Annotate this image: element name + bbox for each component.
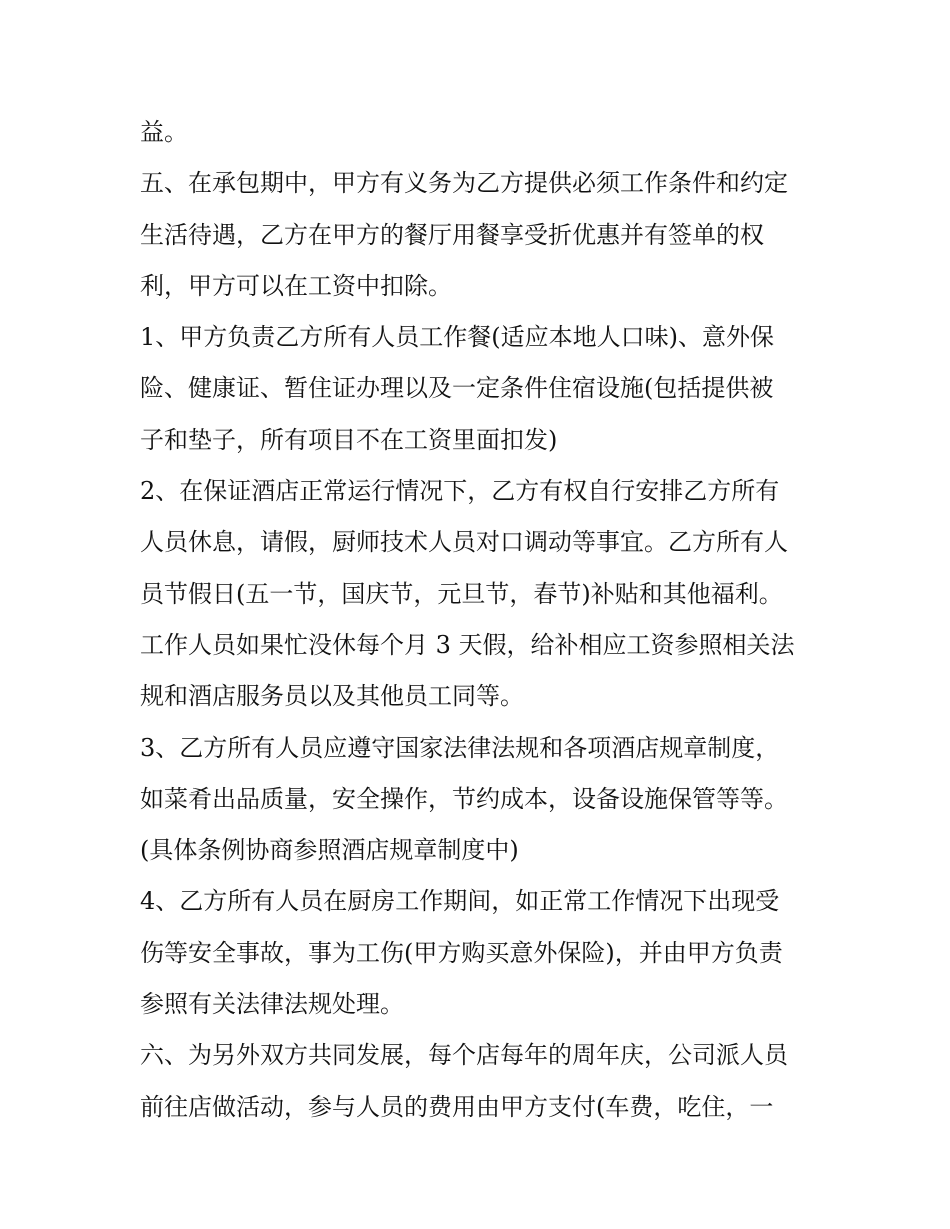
text-line: 员节假日(五一节，国庆节，元旦节，春节)补贴和其他福利。 [140,579,783,608]
text-line: 益。 [140,118,188,146]
text-line: 前往店做活动，参与人员的费用由甲方支付(车费，吃住，一 [140,1092,774,1121]
text-line: 险、健康证、暂住证办理以及一定条件住宿设施(包括提供被 [140,374,774,403]
text-line: 五、在承包期中，甲方有义务为乙方提供必须工作条件和约定 [140,169,788,198]
text-line: 生活待遇，乙方在甲方的餐厅用餐享受折优惠并有签单的权 [140,220,764,249]
text-line: 人员休息，请假，厨师技术人员对口调动等事宜。乙方所有人 [140,528,788,557]
text-line: 规和酒店服务员以及其他员工同等。 [140,682,524,711]
text-line: 如菜肴出品质量，安全操作，节约成本，设备设施保管等等。 [140,784,788,813]
text-line: 伤等安全事故，事为工伤(甲方购买意外保险)，并由甲方负责 [140,938,783,967]
text-line: 2、在保证酒店正常运行情况下，乙方有权自行安排乙方所有 [140,477,780,506]
document-body [140,107,830,1133]
text-line: 参照有关法律法规处理。 [140,990,404,1019]
text-line: 六、为另外双方共同发展，每个店每年的周年庆，公司派人员 [140,1041,788,1070]
text-line: 1、甲方负责乙方所有人员工作餐(适应本地人口味)、意外保 [140,323,774,352]
text-line: 工作人员如果忙没休每个月 3 天假，给补相应工资参照相关法 [140,630,795,659]
text-line: 4、乙方所有人员在厨房工作期间，如正常工作情况下出现受 [140,887,780,916]
text-line: (具体条例协商参照酒店规章制度中) [140,836,519,865]
text-line: 子和垫子，所有项目不在工资里面扣发) [140,425,558,454]
text-line: 利，甲方可以在工资中扣除。 [140,271,452,300]
text-line: 3、乙方所有人员应遵守国家法律法规和各项酒店规章制度， [140,733,780,762]
